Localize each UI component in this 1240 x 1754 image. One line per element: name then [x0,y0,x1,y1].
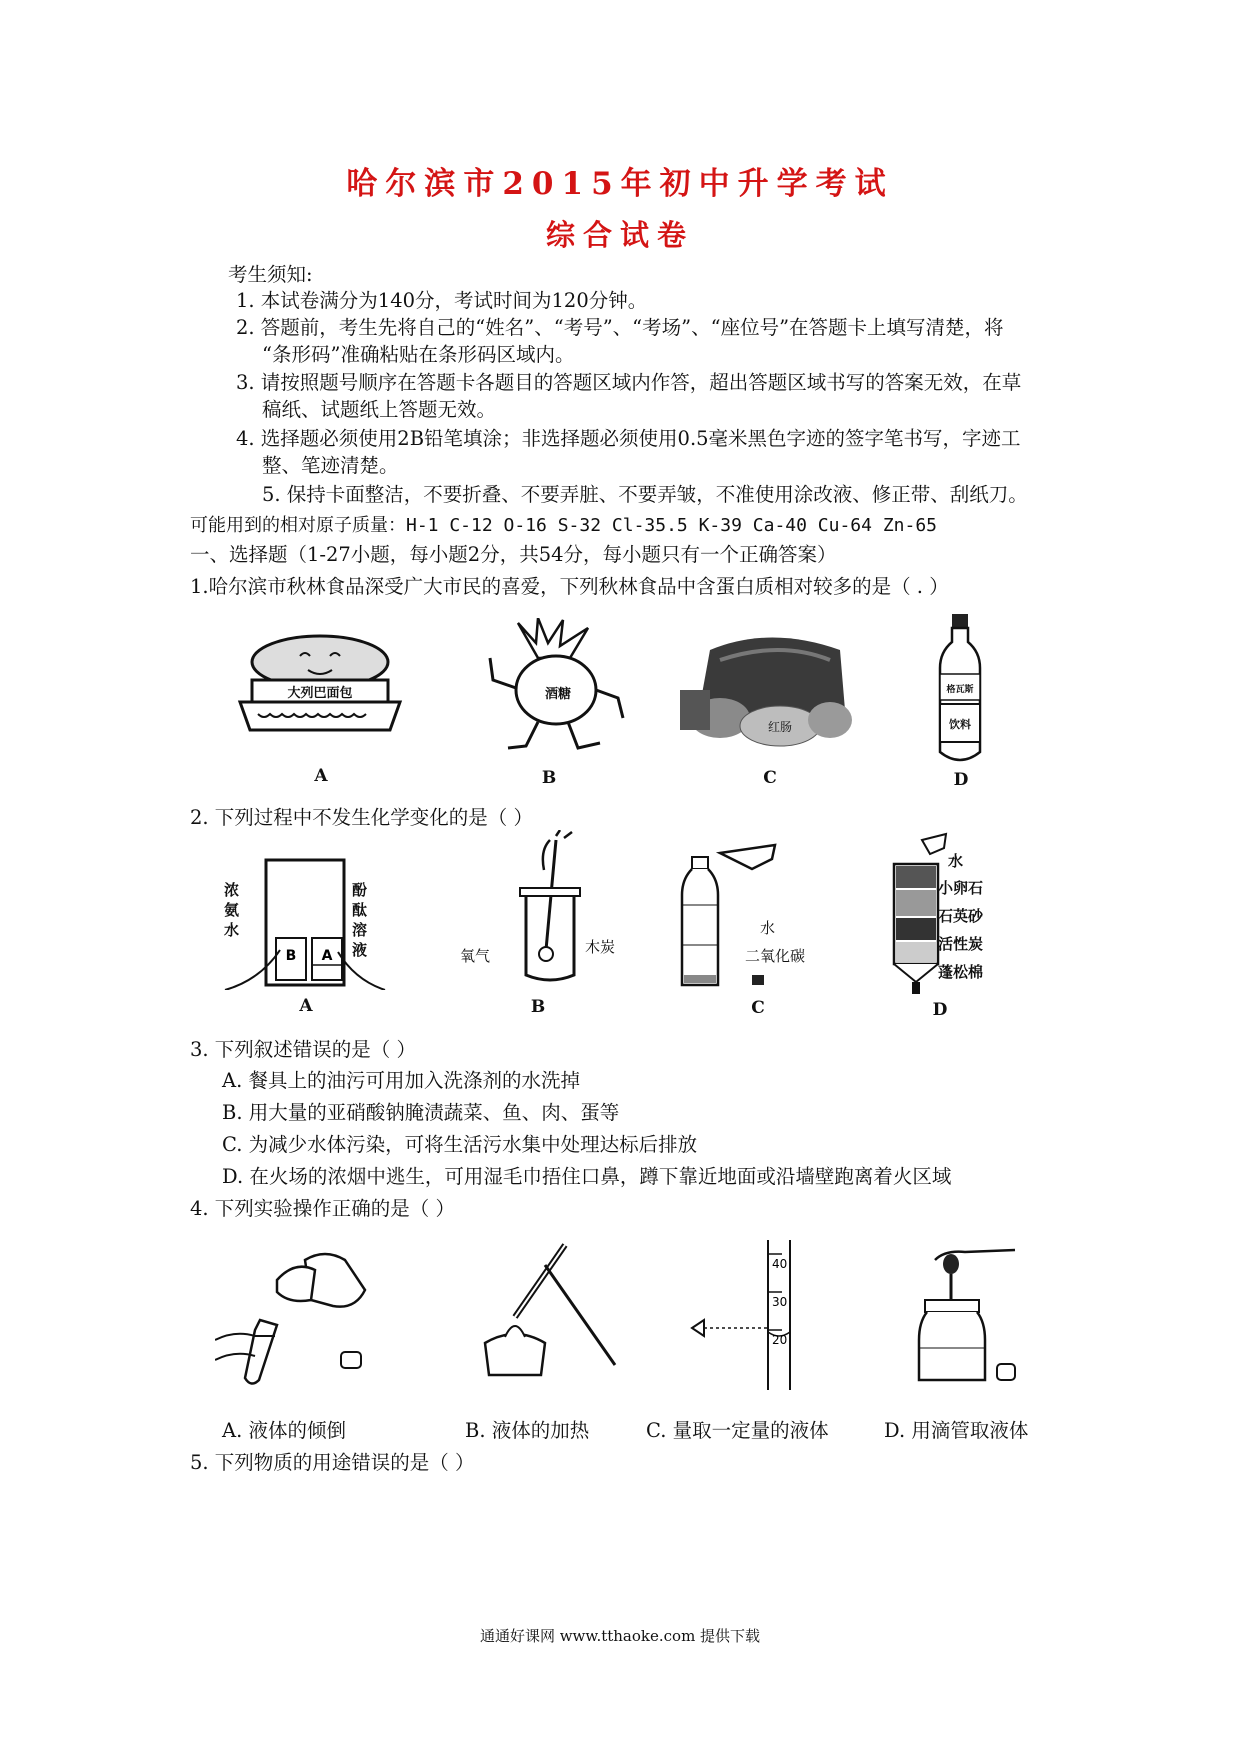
q3-option-a: A. 餐具上的油污可用加入洗涤剂的水洗掉 [222,1069,580,1092]
filter-layer-label: 活性炭 [938,935,984,953]
question-3: 3. 下列叙述错误的是（ ） [190,1038,417,1061]
heating-liquid-figure [475,1225,625,1390]
notice-item: 3. 请按照题号顺序在答题卡各题目的答题区域内作答，超出答题区域书写的答案无效，在草 [236,371,1022,394]
charcoal-oxygen-figure [500,830,620,995]
notice-heading: 考生须知: [228,263,313,286]
q1-label-d: D [953,770,969,790]
notice-item: 4. 选择题必须使用2B铅笔填涂；非选择题必须使用0.5毫米黑色字迹的签字笔书写，字迹工 [236,427,1021,450]
oxygen-label: 氧气 [460,947,491,965]
q3-option-c: C. 为减少水体污染，可将生活污水集中处理达标后排放 [222,1133,698,1156]
drink-bottle-figure [930,612,990,770]
sausage-label: 红肠 [767,720,793,734]
notice-item: 1. 本试卷满分为140分，考试时间为120分钟。 [236,289,648,312]
q4-option-b: B. 液体的加热 [465,1419,590,1442]
section-heading: 一、选择题（1-27小题，每小题2分，共54分，每小题只有一个正确答案） [190,543,837,566]
q2-label-c: C [751,998,765,1018]
question-1: 1.哈尔滨市秋林食品深受广大市民的喜爱，下列秋林食品中含蛋白质相对较多的是（ . ） [190,575,949,598]
notice-item: 2. 答题前，考生先将自己的“姓名”、“考号”、“考场”、“座位号”在答题卡上填写清楚，将 [236,316,1004,339]
q2-label-b: B [530,997,546,1017]
candy-figure [478,618,628,758]
page-footer: 通通好课网 www.tthaoke.com 提供下载 [479,1627,761,1645]
atomic-masses: 可能用到的相对原子质量：H-1 C-12 O-16 S-32 Cl-35.5 K-39 Ca-40 Cu-64 Zn-65 [190,515,938,536]
co2-bottle-figure [680,835,780,995]
filter-layer-label: 蓬松棉 [938,963,984,981]
bread-figure [230,618,410,738]
q1-label-c: C [763,768,777,788]
q3-option-b: B. 用大量的亚硝酸钠腌渍蔬菜、鱼、肉、蛋等 [222,1101,620,1124]
notice-item: 稿纸、试题纸上答题无效。 [262,398,497,421]
drink-label: 饮料 [949,718,971,731]
filter-layer-label: 小卵石 [938,879,984,897]
ammonia-label: 浓氨水 [224,881,240,939]
question-5: 5. 下列物质的用途错误的是（ ） [190,1451,475,1474]
bread-label: 大列巴面包 [287,686,353,701]
water-label: 水 [760,919,776,937]
dropper-figure [905,1230,1025,1395]
notice-item: 整、笔迹清楚。 [262,454,399,477]
measuring-cylinder-figure [690,1240,810,1395]
filter-layer-label: 石英砂 [938,907,984,925]
notice-item: “条形码”准确粘贴在条形码区域内。 [262,343,575,366]
q1-label-b: B [541,768,557,788]
sausage-figure [680,630,855,750]
cylinder-tick-label: 20 [772,1333,788,1347]
q4-option-c: C. 量取一定量的液体 [646,1419,829,1442]
question-4: 4. 下列实验操作正确的是（ ） [190,1197,456,1220]
q4-option-d: D. 用滴管取液体 [884,1419,1029,1442]
drink-brand-label: 格瓦斯 [946,685,974,695]
charcoal-label: 木炭 [585,938,616,956]
pouring-liquid-figure [215,1240,385,1390]
beaker-a-label: A [321,948,333,964]
exam-title: 哈尔滨市2015年初中升学考试 [346,166,894,202]
candy-label: 酒糖 [544,687,572,702]
notice-item: 5. 保持卡面整洁，不要折叠、不要弄脏、不要弄皱，不准使用涂改液、修正带、刮纸刀。 [262,483,1028,506]
cylinder-tick-label: 30 [772,1295,788,1309]
q4-option-a: A. 液体的倾倒 [222,1419,346,1442]
phenolphthalein-label: 酚酞溶液 [352,881,368,959]
q1-label-a: A [314,766,328,786]
beaker-b-label: B [285,948,297,964]
co2-label: 二氧化碳 [745,947,806,965]
filter-water-label: 水 [948,852,964,870]
q2-label-a: A [299,996,313,1016]
exam-subtitle: 综合试卷 [545,218,694,252]
cylinder-tick-label: 40 [772,1257,788,1271]
q3-option-d: D. 在火场的浓烟中逃生，可用湿毛巾捂住口鼻，蹲下靠近地面或沿墙壁跑离着火区域 [222,1165,952,1188]
q2-label-d: D [932,1000,948,1020]
question-2: 2. 下列过程中不发生化学变化的是（ ） [190,806,534,829]
